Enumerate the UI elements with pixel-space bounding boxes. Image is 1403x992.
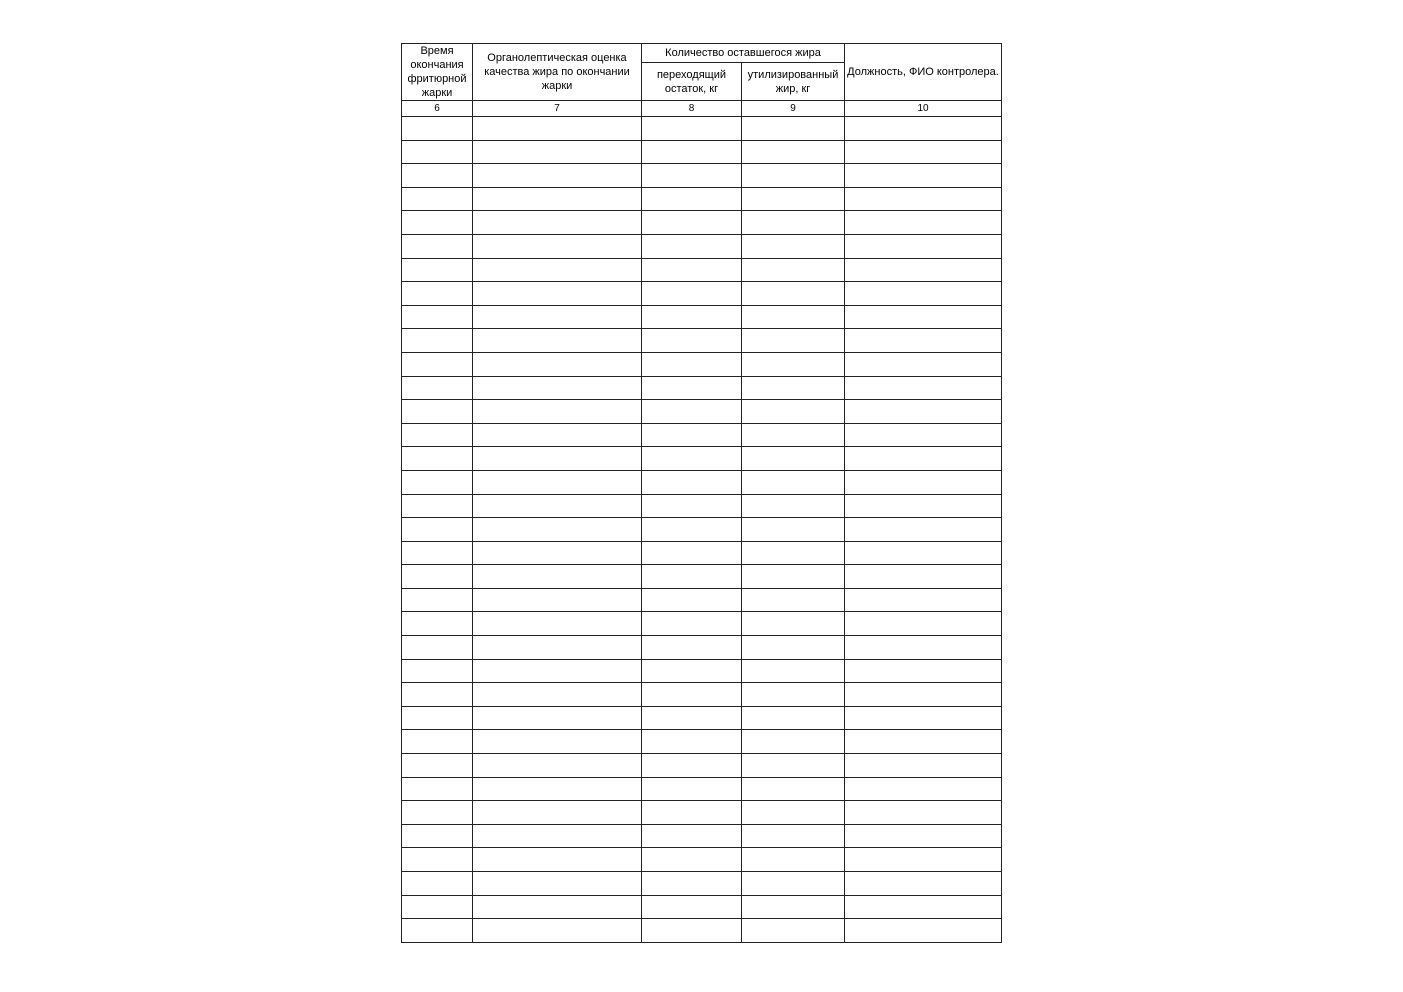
table-cell[interactable] — [845, 470, 1002, 494]
table-cell[interactable] — [845, 683, 1002, 707]
table-cell[interactable] — [742, 565, 845, 589]
table-cell[interactable] — [473, 919, 642, 943]
table-cell[interactable] — [742, 329, 845, 353]
header-remaining-fat — [642, 44, 845, 63]
table-cell[interactable] — [473, 305, 642, 329]
table-cell[interactable] — [642, 565, 742, 589]
table-row — [402, 282, 1002, 306]
column-number: 7 — [473, 101, 642, 117]
table-cell[interactable] — [473, 164, 642, 188]
table-cell[interactable] — [742, 400, 845, 424]
table-cell[interactable] — [402, 588, 473, 612]
table-cell[interactable] — [642, 919, 742, 943]
table-cell[interactable] — [845, 706, 1002, 730]
table-cell[interactable] — [742, 659, 845, 683]
table-cell[interactable] — [402, 824, 473, 848]
table-row — [402, 588, 1002, 612]
header-utilized — [742, 63, 845, 101]
table-cell[interactable] — [473, 588, 642, 612]
table-cell[interactable] — [642, 423, 742, 447]
table-cell[interactable] — [402, 329, 473, 353]
table-cell[interactable] — [402, 282, 473, 306]
table-cell[interactable] — [402, 612, 473, 636]
table-row — [402, 117, 1002, 141]
table-cell[interactable] — [845, 423, 1002, 447]
table-row — [402, 848, 1002, 872]
header-end-time — [402, 44, 473, 101]
table-row — [402, 612, 1002, 636]
table-cell[interactable] — [642, 305, 742, 329]
table-cell[interactable] — [845, 801, 1002, 825]
table-cell[interactable] — [642, 282, 742, 306]
table-row — [402, 258, 1002, 282]
table-cell[interactable] — [642, 187, 742, 211]
table-cell[interactable] — [742, 494, 845, 518]
header-utilized-label: утилизированный жир, кг — [747, 68, 839, 95]
table-cell[interactable] — [402, 565, 473, 589]
table-cell[interactable] — [845, 258, 1002, 282]
table-row — [402, 376, 1002, 400]
table-cell[interactable] — [402, 636, 473, 660]
table-row — [402, 872, 1002, 896]
table-cell[interactable] — [402, 706, 473, 730]
table-header — [402, 44, 1002, 117]
table-cell[interactable] — [402, 117, 473, 141]
table-cell[interactable] — [845, 919, 1002, 943]
table-cell[interactable] — [402, 895, 473, 919]
table-cell[interactable] — [642, 329, 742, 353]
table-body — [402, 117, 1002, 943]
table-cell[interactable] — [845, 541, 1002, 565]
table-cell[interactable] — [473, 282, 642, 306]
table-cell[interactable] — [473, 494, 642, 518]
column-number: 10 — [845, 101, 1002, 117]
table-cell[interactable] — [642, 140, 742, 164]
table-cell[interactable] — [642, 400, 742, 424]
table-cell[interactable] — [473, 187, 642, 211]
table-row — [402, 801, 1002, 825]
table-cell[interactable] — [402, 754, 473, 778]
table-cell[interactable] — [642, 848, 742, 872]
table-row — [402, 187, 1002, 211]
table-cell[interactable] — [845, 187, 1002, 211]
table-cell[interactable] — [402, 258, 473, 282]
table-cell[interactable] — [642, 352, 742, 376]
table-cell[interactable] — [845, 117, 1002, 141]
table-cell[interactable] — [473, 541, 642, 565]
table-cell[interactable] — [742, 730, 845, 754]
table-cell[interactable] — [402, 777, 473, 801]
table-cell[interactable] — [402, 234, 473, 258]
table-cell[interactable] — [742, 282, 845, 306]
table-cell[interactable] — [642, 258, 742, 282]
table-cell[interactable] — [742, 234, 845, 258]
table-row — [402, 329, 1002, 353]
table-cell[interactable] — [473, 730, 642, 754]
table-cell[interactable] — [402, 400, 473, 424]
table-cell[interactable] — [473, 352, 642, 376]
table-cell[interactable] — [845, 494, 1002, 518]
table-cell[interactable] — [402, 518, 473, 542]
table-cell[interactable] — [473, 211, 642, 235]
table-cell[interactable] — [845, 305, 1002, 329]
table-cell[interactable] — [642, 895, 742, 919]
table-cell[interactable] — [473, 518, 642, 542]
table-cell[interactable] — [642, 588, 742, 612]
table-row — [402, 518, 1002, 542]
table-cell[interactable] — [742, 305, 845, 329]
table-cell[interactable] — [402, 423, 473, 447]
table-cell[interactable] — [473, 258, 642, 282]
table-cell[interactable] — [402, 541, 473, 565]
column-number: 8 — [642, 101, 742, 117]
table-cell[interactable] — [402, 683, 473, 707]
table-cell[interactable] — [402, 140, 473, 164]
table-cell[interactable] — [473, 895, 642, 919]
table-cell[interactable] — [473, 754, 642, 778]
table-row — [402, 565, 1002, 589]
table-cell[interactable] — [845, 659, 1002, 683]
table-cell[interactable] — [402, 872, 473, 896]
table-cell[interactable] — [642, 801, 742, 825]
table-cell[interactable] — [845, 565, 1002, 589]
column-number: 6 — [402, 101, 473, 117]
table-cell[interactable] — [845, 636, 1002, 660]
header-end-time-label: Время окончания фритюрной жарки — [407, 45, 467, 99]
table-row — [402, 824, 1002, 848]
table-row — [402, 636, 1002, 660]
table-cell[interactable] — [402, 187, 473, 211]
table-cell[interactable] — [642, 117, 742, 141]
table-cell[interactable] — [402, 730, 473, 754]
table-cell[interactable] — [473, 659, 642, 683]
table-cell[interactable] — [642, 164, 742, 188]
table-cell[interactable] — [845, 447, 1002, 471]
column-number: 9 — [742, 101, 845, 117]
table-cell[interactable] — [642, 872, 742, 896]
table-cell[interactable] — [402, 164, 473, 188]
table-row — [402, 494, 1002, 518]
table-row — [402, 730, 1002, 754]
table-cell[interactable] — [742, 848, 845, 872]
table-cell[interactable] — [402, 801, 473, 825]
table-row — [402, 423, 1002, 447]
table-cell[interactable] — [742, 683, 845, 707]
table-cell[interactable] — [402, 848, 473, 872]
table-row — [402, 400, 1002, 424]
table-cell[interactable] — [845, 848, 1002, 872]
table-cell[interactable] — [742, 423, 845, 447]
table-row — [402, 919, 1002, 943]
table-row — [402, 683, 1002, 707]
table-cell[interactable] — [402, 494, 473, 518]
table-cell[interactable] — [845, 211, 1002, 235]
table-cell[interactable] — [845, 872, 1002, 896]
table-cell[interactable] — [742, 541, 845, 565]
table-cell[interactable] — [845, 754, 1002, 778]
table-cell[interactable] — [642, 211, 742, 235]
column-number-row — [402, 101, 1002, 117]
table-cell[interactable] — [473, 140, 642, 164]
header-organoleptic-label: Органолептическая оценка качества жира по окончании жарки — [484, 52, 630, 92]
table-cell[interactable] — [845, 234, 1002, 258]
table-cell[interactable] — [742, 895, 845, 919]
table-row — [402, 164, 1002, 188]
table-row — [402, 777, 1002, 801]
table-cell[interactable] — [742, 612, 845, 636]
table-cell[interactable] — [473, 801, 642, 825]
table-cell[interactable] — [742, 518, 845, 542]
table-cell[interactable] — [845, 329, 1002, 353]
header-organoleptic — [473, 44, 642, 101]
table-cell[interactable] — [845, 352, 1002, 376]
table-row — [402, 140, 1002, 164]
table-cell[interactable] — [845, 400, 1002, 424]
table-cell[interactable] — [402, 919, 473, 943]
header-controller-label: Должность, ФИО контролера. — [847, 66, 999, 78]
table-cell[interactable] — [473, 612, 642, 636]
table-cell[interactable] — [845, 140, 1002, 164]
table-row — [402, 211, 1002, 235]
table-cell[interactable] — [402, 305, 473, 329]
table-cell[interactable] — [742, 352, 845, 376]
table-cell[interactable] — [642, 518, 742, 542]
table-cell[interactable] — [642, 636, 742, 660]
table-row — [402, 447, 1002, 471]
table-cell[interactable] — [402, 659, 473, 683]
table-cell[interactable] — [845, 588, 1002, 612]
table-cell[interactable] — [845, 612, 1002, 636]
header-carryover — [642, 63, 742, 101]
table-cell[interactable] — [845, 376, 1002, 400]
table-cell[interactable] — [642, 659, 742, 683]
table-cell[interactable] — [642, 447, 742, 471]
table-cell[interactable] — [473, 706, 642, 730]
table-cell[interactable] — [845, 895, 1002, 919]
table-cell[interactable] — [642, 824, 742, 848]
table-cell[interactable] — [742, 258, 845, 282]
table-cell[interactable] — [642, 683, 742, 707]
table-cell[interactable] — [742, 447, 845, 471]
table-cell[interactable] — [473, 824, 642, 848]
table-row — [402, 659, 1002, 683]
table-cell[interactable] — [845, 164, 1002, 188]
table-cell[interactable] — [642, 612, 742, 636]
table-row — [402, 234, 1002, 258]
table-cell[interactable] — [473, 683, 642, 707]
table-cell[interactable] — [473, 400, 642, 424]
table-cell[interactable] — [845, 518, 1002, 542]
fryer-fat-log-table — [401, 43, 1002, 943]
table-cell[interactable] — [642, 234, 742, 258]
table-cell[interactable] — [742, 211, 845, 235]
table-cell[interactable] — [642, 754, 742, 778]
table-cell[interactable] — [402, 352, 473, 376]
table-cell[interactable] — [473, 447, 642, 471]
table-cell[interactable] — [473, 329, 642, 353]
table-row — [402, 895, 1002, 919]
table-row — [402, 706, 1002, 730]
table-cell[interactable] — [473, 636, 642, 660]
table-row — [402, 754, 1002, 778]
table-cell[interactable] — [742, 140, 845, 164]
table-cell[interactable] — [742, 588, 845, 612]
header-carryover-label: переходящий остаток, кг — [656, 68, 727, 95]
table-cell[interactable] — [742, 636, 845, 660]
table-cell[interactable] — [845, 282, 1002, 306]
table-cell[interactable] — [742, 376, 845, 400]
table-cell[interactable] — [642, 541, 742, 565]
table-cell[interactable] — [845, 824, 1002, 848]
table-cell[interactable] — [402, 376, 473, 400]
table-cell[interactable] — [642, 376, 742, 400]
table-cell[interactable] — [742, 706, 845, 730]
table-row — [402, 352, 1002, 376]
table-cell[interactable] — [473, 117, 642, 141]
table-cell[interactable] — [473, 423, 642, 447]
table-cell[interactable] — [642, 730, 742, 754]
table-cell[interactable] — [742, 872, 845, 896]
table-cell[interactable] — [473, 777, 642, 801]
table-cell[interactable] — [642, 706, 742, 730]
table-cell[interactable] — [402, 211, 473, 235]
table-cell[interactable] — [473, 470, 642, 494]
table-cell[interactable] — [742, 919, 845, 943]
table-cell[interactable] — [473, 234, 642, 258]
table-cell[interactable] — [742, 164, 845, 188]
table-cell[interactable] — [642, 777, 742, 801]
header-controller — [845, 44, 1002, 101]
table-cell[interactable] — [742, 117, 845, 141]
table-cell[interactable] — [742, 754, 845, 778]
table-cell[interactable] — [642, 494, 742, 518]
table-cell[interactable] — [742, 801, 845, 825]
table-cell[interactable] — [473, 565, 642, 589]
table-cell[interactable] — [742, 187, 845, 211]
table-cell[interactable] — [642, 470, 742, 494]
table-cell[interactable] — [742, 824, 845, 848]
table-cell[interactable] — [402, 470, 473, 494]
header-remaining-fat-label: Количество оставшегося жира — [665, 47, 821, 59]
table-cell[interactable] — [742, 777, 845, 801]
table-cell[interactable] — [845, 777, 1002, 801]
table-cell[interactable] — [473, 848, 642, 872]
table-cell[interactable] — [742, 470, 845, 494]
table-cell[interactable] — [402, 447, 473, 471]
table-cell[interactable] — [845, 730, 1002, 754]
table-row — [402, 305, 1002, 329]
table-row — [402, 470, 1002, 494]
table-cell[interactable] — [473, 872, 642, 896]
table-cell[interactable] — [473, 376, 642, 400]
table-row — [402, 541, 1002, 565]
